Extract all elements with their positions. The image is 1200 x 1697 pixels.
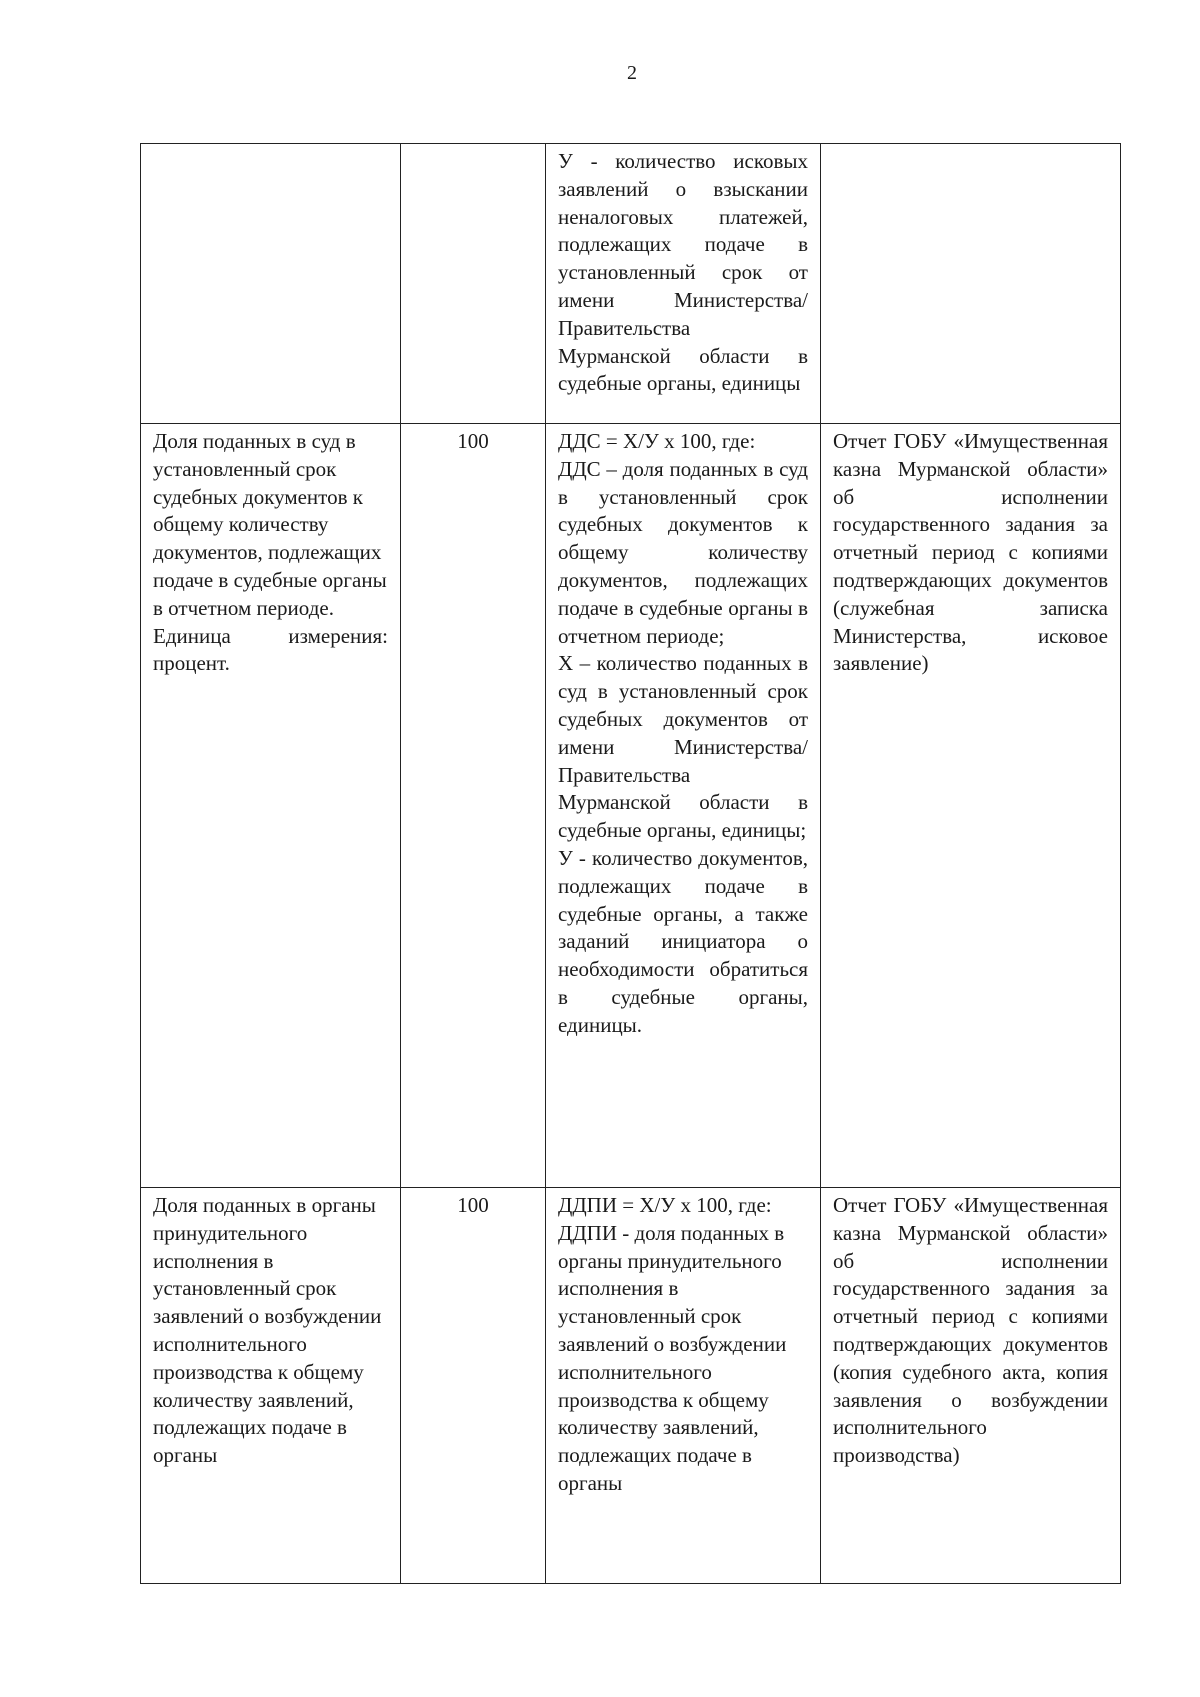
indicator-cell <box>141 1188 401 1584</box>
value-cell: 100 <box>401 424 546 1188</box>
source-cell <box>821 144 1121 424</box>
formula-line: ДДПИ = Х/У х 100, где: <box>558 1193 772 1217</box>
formula-definition: У - количество документов, подлежащих подаче в судебные органы, а также заданий инициатора о необходимости обратиться в судебные органы, единицы. <box>558 845 808 1037</box>
formula-cell <box>546 1188 821 1584</box>
indicator-cell <box>141 144 401 424</box>
value-cell: 100 <box>401 1188 546 1584</box>
source-cell: Отчет ГОБУ «Имущественная казна Мурманской области» об исполнении государственного задания за отчетный период с копиями подтверждающих документов (копия судебного акта, копия заявления о возбуждении исполнительного производства) <box>821 1188 1121 1584</box>
table-row <box>141 144 1121 424</box>
indicators-table <box>140 143 1121 1584</box>
indicator-text: Доля поданных в органы принудительного исполнения в установленный срок заявлений о возбуждении исполнительного производства к общему количеству заявлений, подлежащих подаче в органы <box>153 1193 382 1468</box>
formula-definition: ДДС – доля поданных в суд в установленный срок судебных документов к общему количеству документов, подлежащих подаче в судебные органы в отчетном периоде; <box>558 456 808 648</box>
indicator-unit: Единица измерения: процент. <box>153 623 388 676</box>
value-cell <box>401 144 546 424</box>
page-number: 2 <box>627 62 637 84</box>
indicator-cell <box>141 424 401 1188</box>
table-row <box>141 1188 1121 1584</box>
formula-text: У - количество исковых заявлений о взыскании неналоговых платежей, подлежащих подаче в установленный срок от имени Министерства/ Правительства Мурманской области в судебные органы, единицы <box>558 149 808 396</box>
table-row <box>141 424 1121 1188</box>
formula-cell <box>546 424 821 1188</box>
source-cell: Отчет ГОБУ «Имущественная казна Мурманской области» об исполнении государственного задания за отчетный период с копиями подтверждающих документов (служебная записка Министерства, исковое заявление) <box>821 424 1121 1188</box>
formula-cell <box>546 144 821 424</box>
formula-line: ДДС = Х/У х 100, где: <box>558 429 756 453</box>
formula-definition: Х – количество поданных в суд в установленный срок судебных документов от имени Министерства/Правительства Мурманской области в судебные органы, единицы; <box>558 651 808 843</box>
indicator-text: Доля поданных в суд в установленный срок судебных документов к общему количеству документов, подлежащих подаче в судебные органы в отчетном периоде. <box>153 429 387 620</box>
formula-definition: ДДПИ - доля поданных в органы принудительного исполнения в установленный срок заявлений о возбуждении исполнительного производства к общему количеству заявлений, подлежащих подаче в органы <box>558 1220 787 1495</box>
